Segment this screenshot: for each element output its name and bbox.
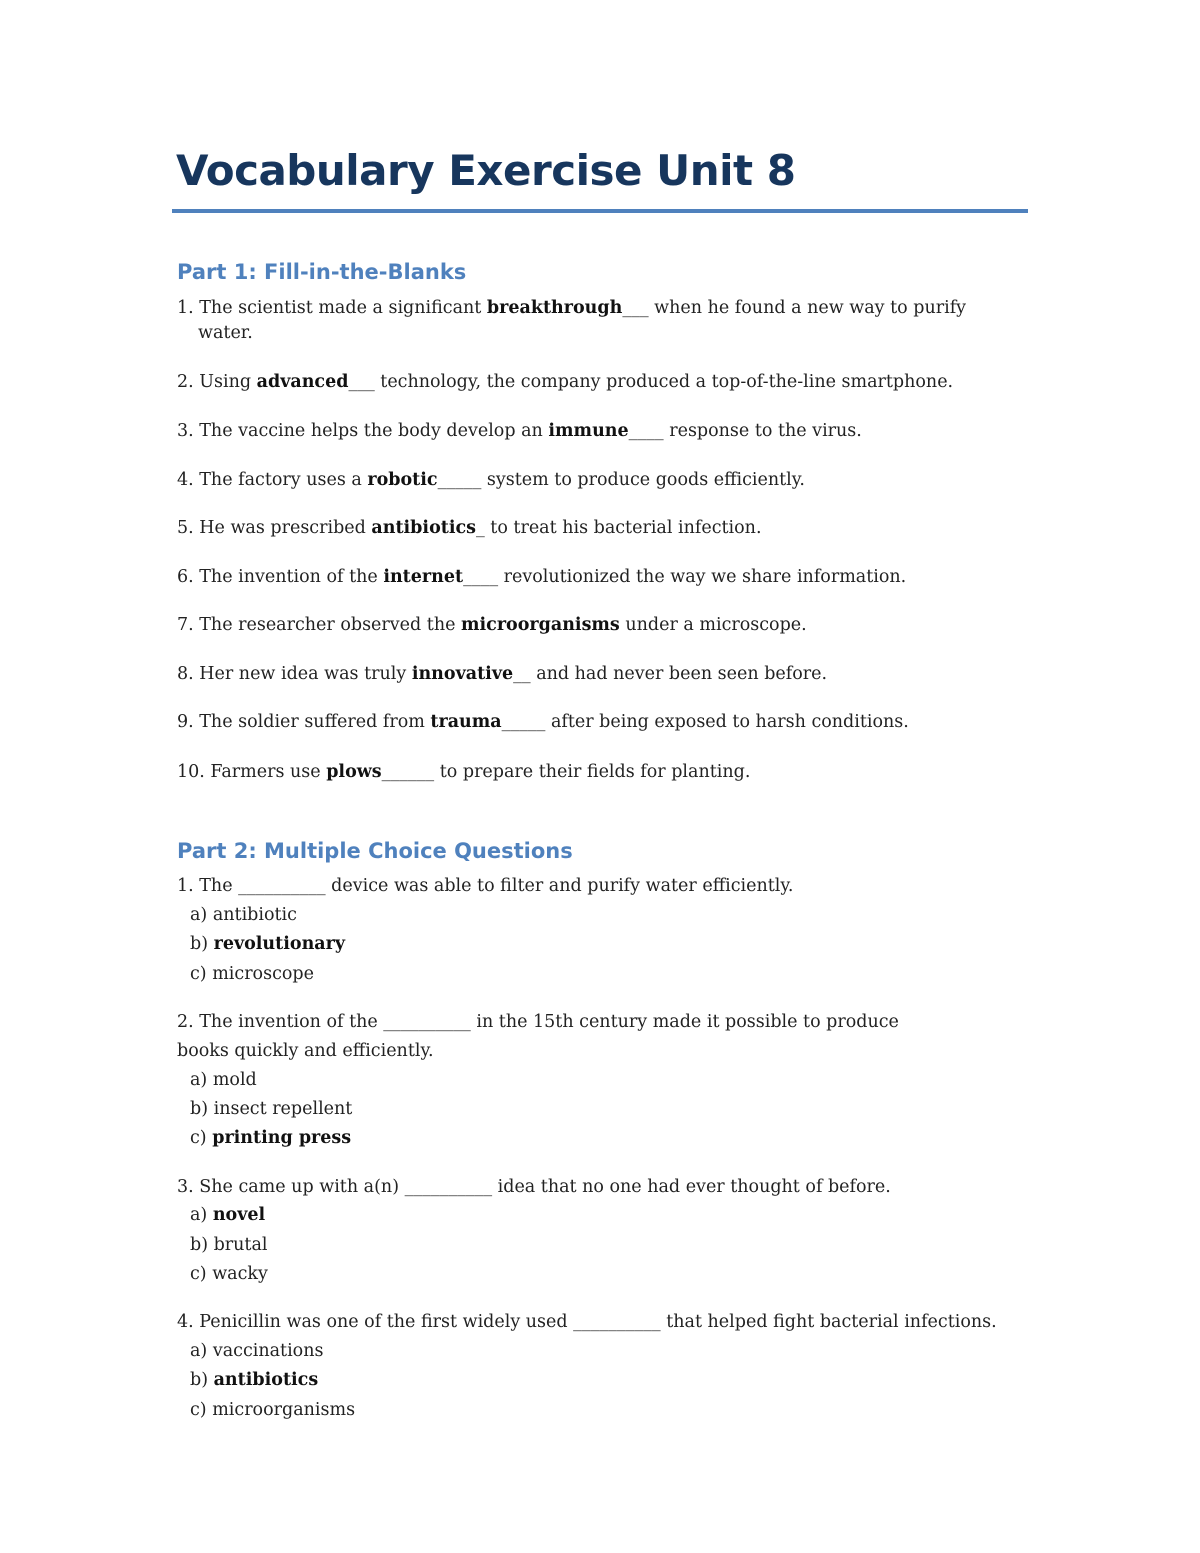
part1-heading: Part 1: Fill-in-the-Blanks xyxy=(177,260,467,284)
answer-word: robotic xyxy=(367,470,438,490)
fill-item-9 xyxy=(177,710,909,734)
answer-word: advanced xyxy=(256,372,349,392)
fill-item-7 xyxy=(177,613,807,637)
blank: __ xyxy=(513,664,531,684)
fill-item-1 xyxy=(177,296,966,320)
fill-item-6 xyxy=(177,565,906,589)
fill-item-1-continuation: water. xyxy=(198,323,253,343)
option-letter: b) xyxy=(190,934,214,954)
item-text: under a microscope. xyxy=(619,615,807,635)
option-1b xyxy=(190,932,345,956)
answer-word: immune xyxy=(548,421,629,441)
option-3c xyxy=(190,1262,268,1286)
fill-item-8 xyxy=(177,662,827,686)
option-text: vaccinations xyxy=(212,1341,324,1361)
option-3a xyxy=(190,1203,265,1227)
option-letter: c) xyxy=(190,1264,213,1284)
item-text: response to the virus. xyxy=(663,421,862,441)
option-text: antibiotics xyxy=(213,1370,319,1390)
option-text: insect repellent xyxy=(213,1099,353,1119)
fill-item-10 xyxy=(177,760,750,784)
option-text: brutal xyxy=(213,1235,268,1255)
blank: ___ xyxy=(622,298,649,318)
blank: ____ xyxy=(628,421,664,441)
item-text: when he found a new way to purify xyxy=(648,298,967,318)
part2-heading: Part 2: Multiple Choice Questions xyxy=(177,839,573,863)
answer-word: plows xyxy=(326,762,382,782)
answer-word: microorganisms xyxy=(461,615,620,635)
option-text: microorganisms xyxy=(212,1400,356,1420)
blank: ___ xyxy=(348,372,375,392)
question-2: 2. The invention of the __________ in the 15th century made it possible to produce xyxy=(177,1012,899,1032)
option-text: microscope xyxy=(212,964,314,984)
fill-item-5 xyxy=(177,516,762,540)
item-text: revolutionized the way we share information. xyxy=(498,567,907,587)
option-4c xyxy=(190,1398,355,1422)
option-text: printing press xyxy=(212,1128,352,1148)
blank: _____ xyxy=(437,470,482,490)
title-underline xyxy=(172,209,1028,213)
answer-word: trauma xyxy=(430,712,502,732)
blank: _ xyxy=(475,518,485,538)
question-4: 4. Penicillin was one of the first widely used __________ that helped fight bacterial infections. xyxy=(177,1312,997,1332)
blank: _____ xyxy=(501,712,546,732)
item-text: 2. Using xyxy=(177,372,257,392)
answer-word: breakthrough xyxy=(486,298,623,318)
item-text: 1. The scientist made a significant xyxy=(177,298,487,318)
item-text: 9. The soldier suffered from xyxy=(177,712,431,732)
option-2b xyxy=(190,1097,352,1121)
fill-item-3 xyxy=(177,419,862,443)
option-text: novel xyxy=(212,1205,266,1225)
item-text: 7. The researcher observed the xyxy=(177,615,462,635)
option-letter: b) xyxy=(190,1099,214,1119)
item-text: 3. The vaccine helps the body develop an xyxy=(177,421,549,441)
option-letter: c) xyxy=(190,1128,213,1148)
item-text: technology, the company produced a top-of-the-line smartphone. xyxy=(374,372,954,392)
item-text: 6. The invention of the xyxy=(177,567,384,587)
fill-item-4 xyxy=(177,468,805,492)
question-3: 3. She came up with a(n) __________ idea that no one had ever thought of before. xyxy=(177,1177,891,1197)
option-letter: a) xyxy=(190,1070,213,1090)
option-letter: c) xyxy=(190,964,213,984)
option-text: wacky xyxy=(212,1264,268,1284)
fill-item-2 xyxy=(177,370,953,394)
item-text: to treat his bacterial infection. xyxy=(484,518,762,538)
page-title: Vocabulary Exercise Unit 8 xyxy=(176,146,796,195)
item-text: 10. Farmers use xyxy=(177,762,327,782)
item-text: and had never been seen before. xyxy=(530,664,828,684)
blank: ____ xyxy=(463,567,499,587)
answer-word: internet xyxy=(383,567,464,587)
option-text: revolutionary xyxy=(213,934,346,954)
answer-word: antibiotics xyxy=(371,518,476,538)
option-letter: a) xyxy=(190,1205,213,1225)
option-text: mold xyxy=(212,1070,257,1090)
item-text: 4. The factory uses a xyxy=(177,470,368,490)
option-letter: b) xyxy=(190,1235,214,1255)
item-text: to prepare their fields for planting. xyxy=(434,762,751,782)
option-letter: b) xyxy=(190,1370,214,1390)
option-1a xyxy=(190,903,297,927)
option-2a xyxy=(190,1068,257,1092)
option-4a xyxy=(190,1339,323,1363)
item-text: after being exposed to harsh conditions. xyxy=(545,712,909,732)
option-4b xyxy=(190,1368,318,1392)
option-2c xyxy=(190,1126,351,1150)
answer-word: innovative xyxy=(411,664,514,684)
blank: ______ xyxy=(381,762,435,782)
item-text: 8. Her new idea was truly xyxy=(177,664,412,684)
option-3b xyxy=(190,1233,268,1257)
question-2-continuation: books quickly and efficiently. xyxy=(177,1041,434,1061)
item-text: 5. He was prescribed xyxy=(177,518,372,538)
option-text: antibiotic xyxy=(212,905,297,925)
option-letter: a) xyxy=(190,905,213,925)
question-1: 1. The __________ device was able to filter and purify water efficiently. xyxy=(177,876,794,896)
option-1c xyxy=(190,962,314,986)
item-text: system to produce goods efficiently. xyxy=(481,470,805,490)
option-letter: a) xyxy=(190,1341,213,1361)
option-letter: c) xyxy=(190,1400,213,1420)
